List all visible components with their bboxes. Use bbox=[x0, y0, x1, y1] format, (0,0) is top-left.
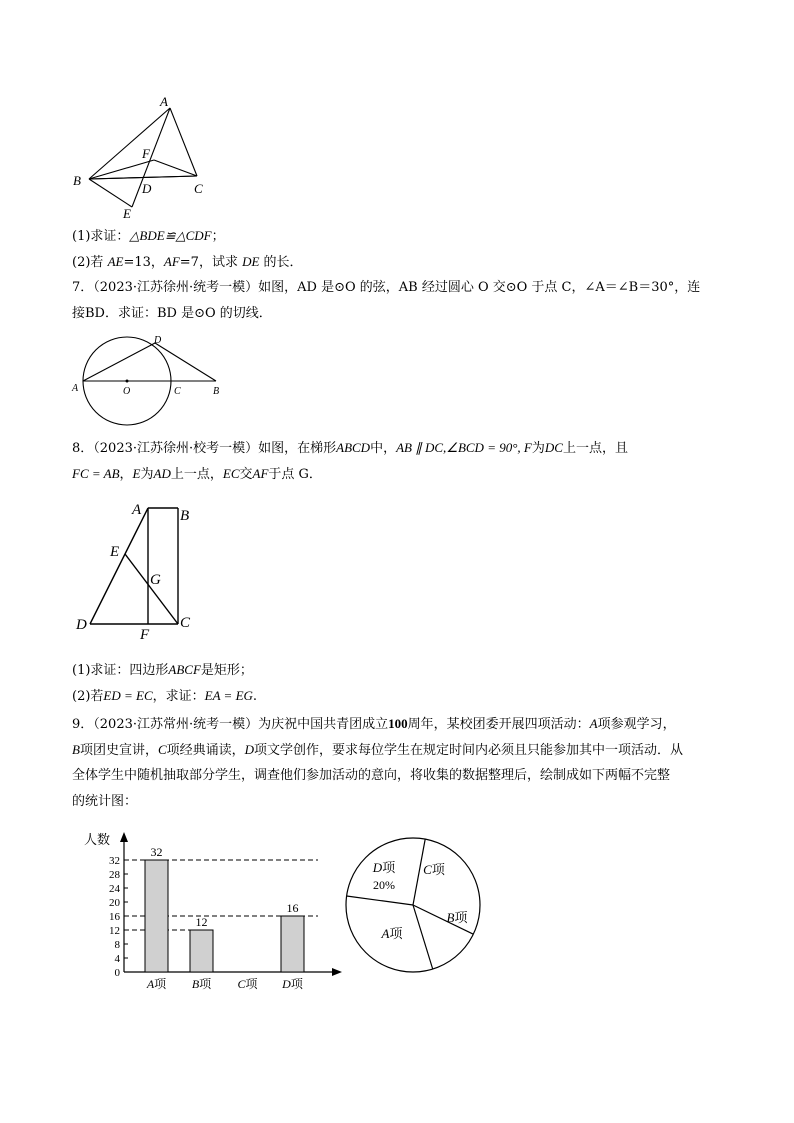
segment-DB bbox=[155, 343, 216, 381]
q6-part1: (1)求证：△BDE≌△CDF； bbox=[72, 228, 225, 244]
q9-line1: 9．（2023·江苏常州·统考一模）为庆祝中国共青团成立100周年，某校团委开展四项活动：A项参观学习， bbox=[72, 716, 676, 732]
label-E: E bbox=[123, 206, 131, 221]
y-tick-label: 8 bbox=[114, 939, 120, 951]
q6-part2: (2)若 AE=13，AF=7，试求 DE 的长． bbox=[72, 254, 303, 270]
y-tick-label: 0 bbox=[114, 967, 120, 979]
q9-line2: B项团史宣讲，C项经典诵读，D项文学创作，要求每位学生在规定时间内必须且只能参加其中一项活动．从 bbox=[72, 742, 684, 758]
q9-line3: 全体学生中随机抽取部分学生，调查他们参加活动的意向，将收集的数据整理后，绘制成如下两幅不完整 bbox=[72, 768, 671, 783]
label-F: F bbox=[142, 146, 150, 161]
bar-data-label: 16 bbox=[286, 901, 299, 915]
bar bbox=[281, 916, 304, 972]
category-label: D项 bbox=[282, 977, 303, 991]
label-O: O bbox=[123, 386, 131, 397]
figure-q8-trapezoid bbox=[70, 496, 210, 644]
pie-slice-boundary bbox=[413, 905, 433, 969]
q8-line2: FC = AB，E为AD上一点，EC交AF于点 G． bbox=[72, 466, 322, 482]
figure-q7-circle bbox=[66, 332, 226, 428]
label-G: G bbox=[150, 572, 161, 588]
y-tick-label: 24 bbox=[109, 883, 120, 895]
segment-AC bbox=[170, 108, 197, 176]
y-axis-arrow bbox=[120, 832, 128, 842]
label-F: F bbox=[140, 627, 150, 643]
bar-data-label: 12 bbox=[195, 915, 208, 929]
q9-line4: 的统计图： bbox=[72, 794, 138, 809]
label-D: D bbox=[76, 617, 87, 633]
segment-EC bbox=[125, 554, 178, 624]
segment-FC bbox=[154, 160, 197, 176]
y-tick-label: 16 bbox=[109, 911, 120, 923]
bar-chart bbox=[72, 826, 352, 998]
pie-slice-boundary bbox=[347, 896, 413, 905]
bar bbox=[145, 860, 168, 972]
pie-chart bbox=[340, 832, 500, 982]
pie-slice-value: 20% bbox=[373, 878, 395, 892]
y-tick-label: 20 bbox=[109, 897, 120, 909]
y-axis-label: 人数 bbox=[84, 832, 111, 847]
bar-data-label: 32 bbox=[150, 845, 163, 859]
segment-DA bbox=[90, 508, 148, 624]
label-A: A bbox=[72, 383, 79, 394]
segment-AD bbox=[83, 343, 155, 381]
label-C: C bbox=[174, 386, 181, 397]
y-tick-label: 4 bbox=[114, 953, 120, 965]
segment-BE bbox=[89, 179, 132, 207]
bar bbox=[190, 930, 213, 972]
pie-slice-label: D项 bbox=[372, 860, 396, 875]
segment-AB bbox=[89, 108, 170, 179]
q7-line2: 接BD．求证：BD 是⊙O 的切线． bbox=[72, 306, 272, 321]
q8-line1: 8．（2023·江苏徐州·校考一模）如图，在梯形ABCD中，AB ∥ DC,∠BCD = 90°, F为DC上一点，且 bbox=[72, 440, 628, 456]
label-C: C bbox=[180, 615, 191, 631]
label-A: A bbox=[132, 502, 142, 518]
figure-q6-triangle bbox=[60, 92, 230, 224]
pie-slice-label: A项 bbox=[381, 926, 403, 941]
category-label: C项 bbox=[237, 977, 258, 991]
y-tick-label: 28 bbox=[109, 869, 120, 881]
label-C: C bbox=[194, 181, 203, 196]
y-tick-label: 12 bbox=[109, 925, 120, 937]
pie-slice-label: B项 bbox=[446, 910, 468, 925]
q8-part1: (1)求证：四边形ABCF是矩形； bbox=[72, 662, 253, 678]
label-D: D bbox=[154, 335, 162, 346]
q7-line1: 7．（2023·江苏徐州·统考一模）如图，AD 是⊙O 的弦，AB 经过圆心 O 交⊙O 于点 C，∠A＝∠B＝30°，连 bbox=[72, 280, 701, 295]
label-D: D bbox=[142, 181, 152, 196]
y-tick-label: 32 bbox=[109, 855, 120, 867]
center-point-O bbox=[126, 380, 129, 383]
label-A: A bbox=[160, 94, 168, 109]
category-label: A项 bbox=[146, 977, 167, 991]
label-B: B bbox=[73, 173, 81, 188]
q8-part2: (2)若ED = EC，求证：EA = EG. bbox=[72, 688, 258, 704]
pie-slice-label: C项 bbox=[423, 862, 445, 877]
label-B: B bbox=[180, 508, 190, 524]
category-label: B项 bbox=[191, 977, 212, 991]
label-E: E bbox=[110, 544, 120, 560]
label-B: B bbox=[213, 386, 220, 397]
